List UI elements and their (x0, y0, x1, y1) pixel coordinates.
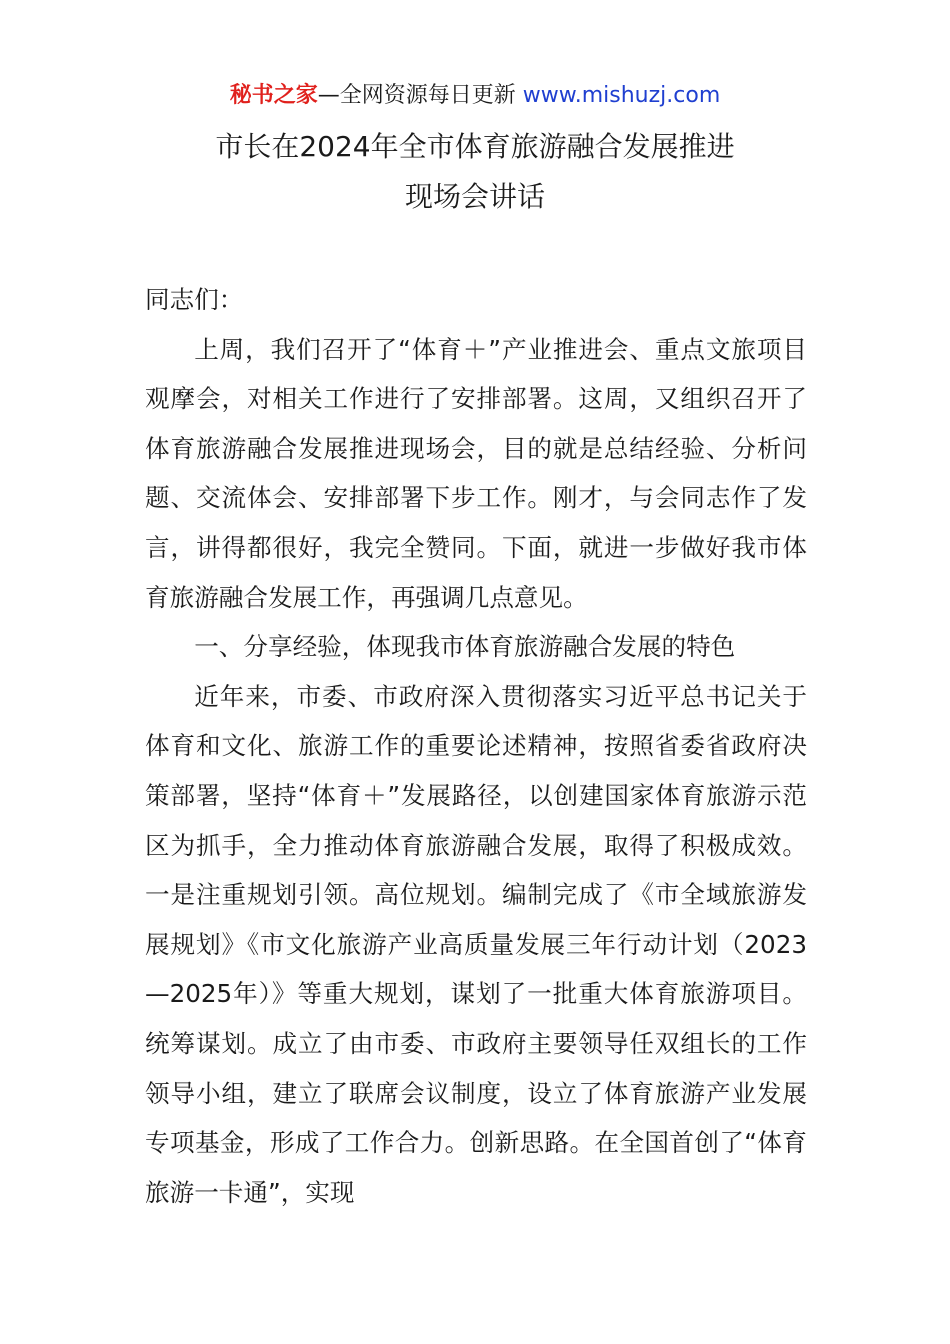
site-brand: 秘书之家 (229, 83, 318, 108)
site-tagline: —全网资源每日更新 (317, 83, 523, 108)
site-header (0, 80, 950, 112)
paragraph-intro: 上周，我们召开了“体育＋”产业推进会、重点文旅项目观摩会，对相关工作进行了安排部署。这周，又组织召开了体育旅游融合发展推进现场会，目的就是总结经验、分析问题、交流体会、安排部署下步工作。刚才，与会同志作了发言，讲得都很好，我完全赞同。下面，就进一步做好我市体育旅游融合发展工作，再强调几点意见。 (145, 334, 807, 612)
paragraph-achievements: 近年来，市委、市政府深入贯彻落实习近平总书记关于体育和文化、旅游工作的重要论述精神，按照省委省政府决策部署，坚持“体育＋”发展路径，以创建国家体育旅游示范区为抓手，全力推动体育旅游融合发展，取得了积极成效。一是注重规划引领。高位规划。编制完成了《市全域旅游发展规划》《市文化旅游产业高质量发展三年行动计划（2023—2025年）》等重大规划，谋划了一批重大体育旅游项目。统筹谋划。成立了由市委、市政府主要领导任双组长的工作领导小组，建立了联席会议制度，设立了体育旅游产业发展专项基金，形成了工作合力。创新思路。在全国首创了“体育旅游一卡通”，实现 (145, 681, 807, 1207)
site-url-link[interactable]: www.mishuzj.com (522, 83, 721, 108)
document-body (145, 275, 807, 1217)
document-title-line-2: 现场会讲话 (404, 180, 545, 213)
salutation: 同志们： (145, 285, 244, 314)
section-heading-1: 一、分享经验，体现我市体育旅游融合发展的特色 (194, 632, 736, 662)
document-title-line-1: 市长在2024年全市体育旅游融合发展推进 (215, 130, 735, 163)
